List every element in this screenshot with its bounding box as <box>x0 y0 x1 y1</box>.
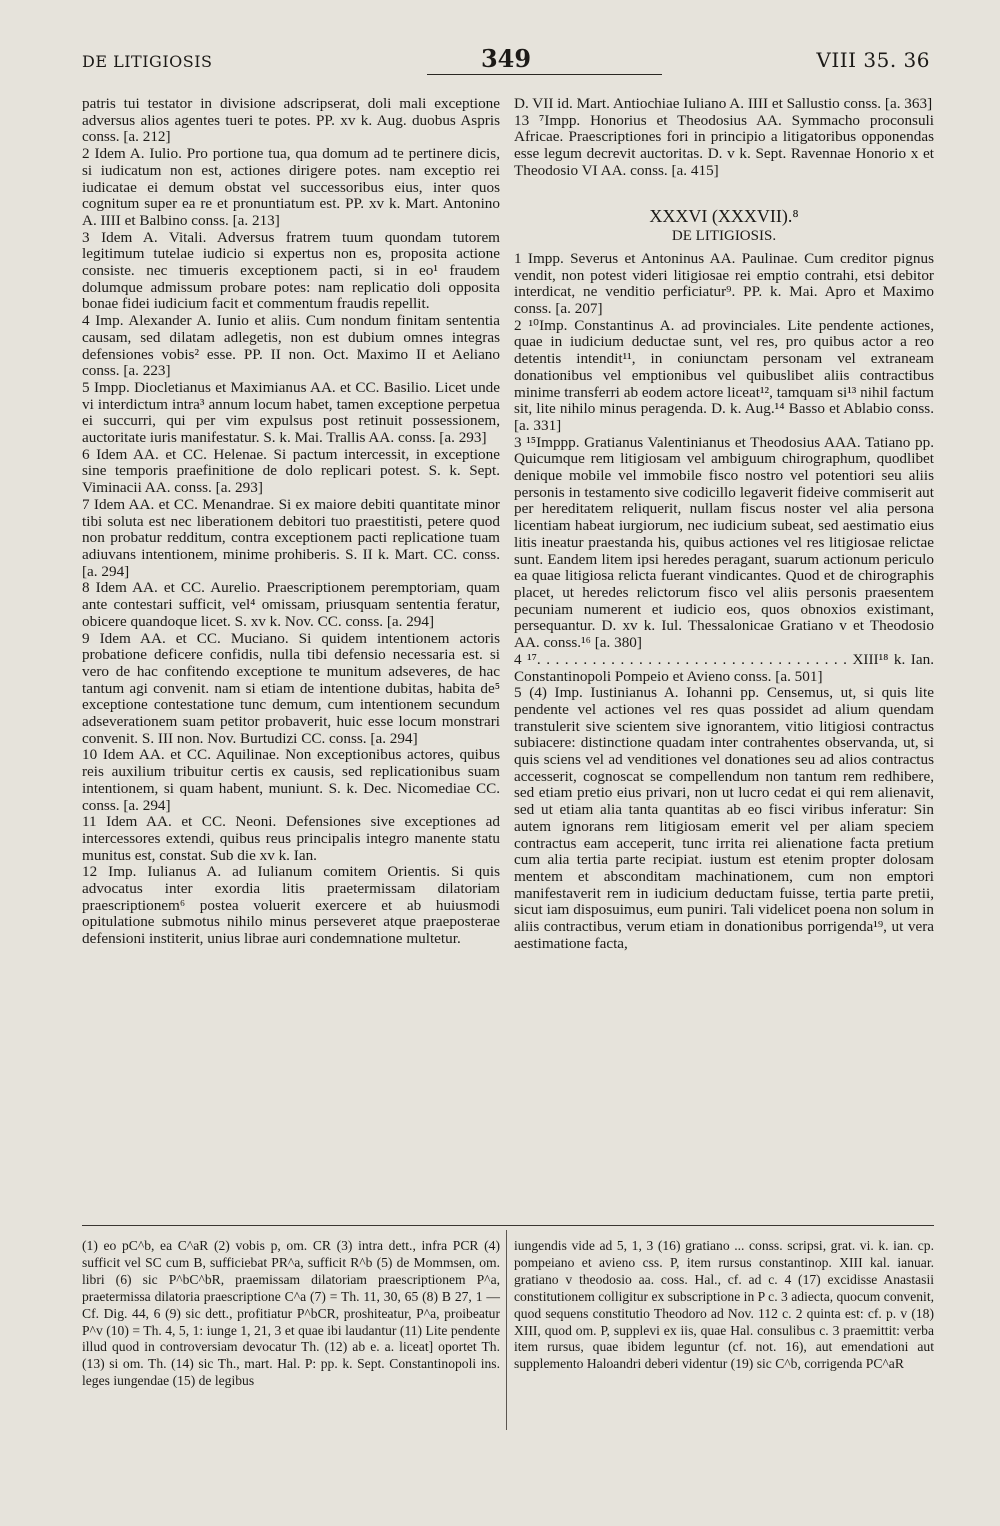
left-text-column <box>82 96 500 948</box>
paragraph: 4 Imp. Alexander A. Iunio et aliis. Cum nondum finitam sententia causam, sed dilatam adlegetis, non est dubium omnes integras defensiones vobis² esse. PP. II non. Oct. Maximo II et Aeliano conss. [a. 223] <box>82 312 500 380</box>
paragraph: 10 Idem AA. et CC. Aquilinae. Non exceptionibus actores, quibus reis auxilium tribuitur certis ex causis, sed replicationibus suam intentionem, si quam habent, muniunt. S. k. Dec. Nicomediae CC. conss. [a. 294] <box>82 746 500 814</box>
section-reference: VIII 35. 36 <box>816 48 930 72</box>
right-text-column <box>514 96 934 952</box>
paragraph: 7 Idem AA. et CC. Menandrae. Si ex maiore debiti quantitate minor tibi soluta est nec liberationem debitori tuo praestitisti, petere quod non probatur redditum, contra exceptionem pacti replicatione tuam adiuvans intentionem, minime prohiberis. S. II k. Mart. CC. conss. [a. 294] <box>82 495 500 580</box>
paragraph: 6 Idem AA. et CC. Helenae. Si pactum intercessit, in exceptione sine temporis praefinitione de dolo replicari potest. S. k. Sept. Viminacii AA. conss. [a. 293] <box>82 445 500 497</box>
paragraph: 11 Idem AA. et CC. Neoni. Defensiones sive exceptiones ad intercessores extendi, quibus reus principalis integro manente statu munitus est, constat. Sub die xv k. Ian. <box>82 813 500 864</box>
paragraph: 2 ¹⁰Imp. Constantinus A. ad provinciales. Lite pendente actiones, quae in iudicium deductae sunt, vel res, pro quibus actor a reo detentis intendit¹¹, in coniunctam personam vel extraneam donationibus vel emptionibus vel quibuslibet aliis contractibus minime transferri ab eodem actore liceat¹², tamquam si¹³ nihil factum sit, lite nihilo minus peragenda. D. k. Aug.¹⁴ Basso et Ablabio conss. [a. 331] <box>514 316 934 434</box>
paragraph: 3 Idem A. Vitali. Adversus fratrem tuum quondam tutorem legitimum tutelae iudicio si expertus non es, proposita actione consiste. nec timueris exceptionem pacti, si in eo¹ fraudem dolumque admissum probare potes: nam replicatio doli opposita bonae fidei iudicium facit et commentum fraudis repellit. <box>82 228 500 313</box>
header-rule <box>427 74 662 75</box>
paragraph: 1 Impp. Severus et Antoninus AA. Paulinae. Cum creditor pignus vendit, non potest videri litigiosae rei emptio contrahi, etsi debitor interdicat, ne venditio perficiatur⁹. PP. k. Mai. Apro et Maximo conss. [a. 207] <box>514 249 934 318</box>
paragraph: 5 (4) Imp. Iustinianus A. Iohanni pp. Censemus, ut, si quis lite pendente vel actiones vel res quas possidet ad alium quendam transtulerit sive scientem sive ignorantem, vitio litigiosi contractus subiacere: distinctione quadam inter contrahentes observanda, ut, si quis sciens vel ad venditiones vel donationes seu ad alios contractus accesserit, cognoscat se compellendum non tantum rem redhibere, sed etiam pretio eius privari, non ut lucro cedat ei qui rem alienavit, sed ut etiam alia tanta quantitas ab eo fisci viribus inferatur: Sin autem ignorans rem litigiosam emerit vel per aliam speciem contractus eam acceperit, tunc irrita rei alienatione facta pretium cum alia tertia parte recipiat. iustum est etenim propter dolosam mentem et absconditam machinationem, cum non emptori manifestaverit rem in iudicium deductam fuisse, tertia parte pretii, sicut iam disposuimus, eum puniri. Tali videlicet poena non solum in aliis contractibus, verum etiam in donationibus porrigenda¹⁹, ut vera aestimatione facta, <box>514 684 934 952</box>
running-title: DE LITIGIOSIS <box>82 52 213 71</box>
page-header <box>82 44 930 78</box>
paragraph: D. VII id. Mart. Antiochiae Iuliano A. IIII et Sallustio conss. [a. 363] <box>514 95 933 112</box>
footnotes-right: iungendis vide ad 5, 1, 3 (16) gratiano ... conss. scripsi, grat. vi. k. ian. cp. pompeiano et avieno css. P, item rursus constantinop. XIII kal. ianuar. gratiano v theodosio aa. coss. Hal., cf. ad c. 4 (17) excidisse Anastasii constitutionem colligitur ex subscriptione in P c. 3 adiecta, quocum convenit, quod sequens constitutio Theodoro ad Nov. 112 c. 2 quinta est: cf. p. v (18) XIII, quod om. P, supplevi ex iis, quae Hal. consulibus c. 3 praemittit: verba item rursus, quae ibidem leguntur (cf. not. 16), aut emendationi aut supplemento Haloandri deberi videntur (19) sic C^b, corrigenda PC^aR <box>514 1238 934 1372</box>
paragraph: 2 Idem A. Iulio. Pro portione tua, qua domum ad te pertinere dicis, si iudicatum non est, actiones dirigere potes. nam exceptio rei iudicatae ei demum obstat vel successoribus eius, inter quos cognitum super ea re et pronuntiatum est. PP. xv k. Mart. Antonino A. IIII et Balbino conss. [a. 213] <box>82 145 500 229</box>
paragraph: 13 ⁷Impp. Honorius et Theodosius AA. Symmacho proconsuli Africae. Praescriptiones fori in principio a litigatoribus opponendas esse legum decrevit auctoritas. D. v k. Sept. Ravennae Honorio x et Theodosio VI AA. conss. [a. 415] <box>514 111 934 179</box>
paragraph: 4 ¹⁷. . . . . . . . . . . . . . . . . . . . . . . . . . . . . . . . . . XIII¹⁸ k. Ian. Constantinopoli Pompeio et Avieno conss. [a. 501] <box>514 650 934 685</box>
paragraph: 5 Impp. Diocletianus et Maximianus AA. et CC. Basilio. Licet unde vi interdictum intra³ annum locum habet, tamen exceptione perpetua ei succurri, qui per vim expulsus post retinuit possessionem, auctoritate iuris manifestatur. S. k. Mai. Trallis AA. conss. [a. 293] <box>82 378 500 447</box>
footnotes-left: (1) eo pC^b, ea C^aR (2) vobis p, om. CR (3) intra dett., infra PCR (4) sufficit vel SC cum B, sufficiebat PR^a, sufficit R^b (5) de Mommsen, om. libri (6) sic P^bC^bR, praemissam dilatoriam praescriptionem P^a, praetermissa dilatoria praescriptione C^a (7) = Th. 11, 30, 65 (8) B 27, 1 — Cf. Dig. 44, 6 (9) sic dett., profitiatur P^bCR, proshiteatur, P^a, proibeatur P^v (10) = Th. 4, 5, 1: iunge 1, 21, 3 et quae ibi laudantur (11) Lite pendente illud quod in controversiam devocatur Th. (12) ab e. a. liceat] oportet Th. (13) si om. Th. (14) sic Th., mart. Hal. P: pp. k. Sept. Constantinopoli ins. leges iungendae (15) de legibus <box>82 1238 500 1389</box>
paragraph: 12 Imp. Iulianus A. ad Iulianum comitem Orientis. Si quis advocatus inter exordia litis praetermissam dilatoriam praescriptionem⁶ postea voluerit exercere et ab huiusmodi opitulatione submotus nihilo minus perseveret atque praeposterae defensioni institerit, unius librae auri condemnatione multetur. <box>82 863 500 948</box>
footnote-divider <box>82 1225 934 1226</box>
section-title: XXXVI (XXXVII).⁸ <box>649 205 799 226</box>
paragraph: 9 Idem AA. et CC. Muciano. Si quidem intentionem actoris probatione deficere confidis, nulla tibi defensio necessaria est. si vero de hac confitendo exceptione te munitum adseveres, de hac tantum agi convenit. nam si etiam de intentione dubitas, habita de⁵ exceptione contestatione tunc demum, cum intentionem secundum adseverationem suam petitor probaverit, huic esse locum monstrari convenit. S. III non. Nov. Burtudizi CC. conss. [a. 294] <box>82 629 500 747</box>
paragraph: 3 ¹⁵Imppp. Gratianus Valentinianus et Theodosius AAA. Tatiano pp. Quicumque rem litigiosam vel ambiguum chirographum, quodlibet denique mobile vel immobile fisco nostro vel potentiori seu aliis personis in testamento sive codicillo legaverit fideive commiserit aut per hereditatem reliquerit, nullam fiscus noster vel alia persona licentiam habeat iurgiorum, nec iudicium subeat, sed aestimatio eius litis ineatur praestanda his, quibus actiones vel res litigiosae relictae sunt. Eandem litem ipsi heredes peragant, suarum actionum periculo ea quae litigiosa relicta fuerant vindicantes. Quod et de chirographis placet, ut heredes relictorum fisco vel aliis personis praesentem pecuniam numerent et iudicio eos, quos obnoxios existimant, persequantur. D. xv k. Iul. Thessalonicae Gratiano v et Theodosio AA. conss.¹⁶ [a. 380] <box>514 433 934 652</box>
page-number: 349 <box>480 44 532 73</box>
section-subtitle: DE LITIGIOSIS. <box>671 228 777 245</box>
footnote-column-rule <box>506 1230 507 1430</box>
paragraph: 8 Idem AA. et CC. Aurelio. Praescriptionem peremptoriam, quam ante contestari sufficit, vel⁴ omissam, priusquam sententia feratur, obicere quandoque licet. S. xv k. Nov. CC. conss. [a. 294] <box>82 579 500 630</box>
paragraph: patris tui testator in divisione adscripserat, doli mali exceptione adversus alios agentes tueri te potes. PP. xv k. Aug. duobus Aspris conss. [a. 212] <box>82 95 500 146</box>
